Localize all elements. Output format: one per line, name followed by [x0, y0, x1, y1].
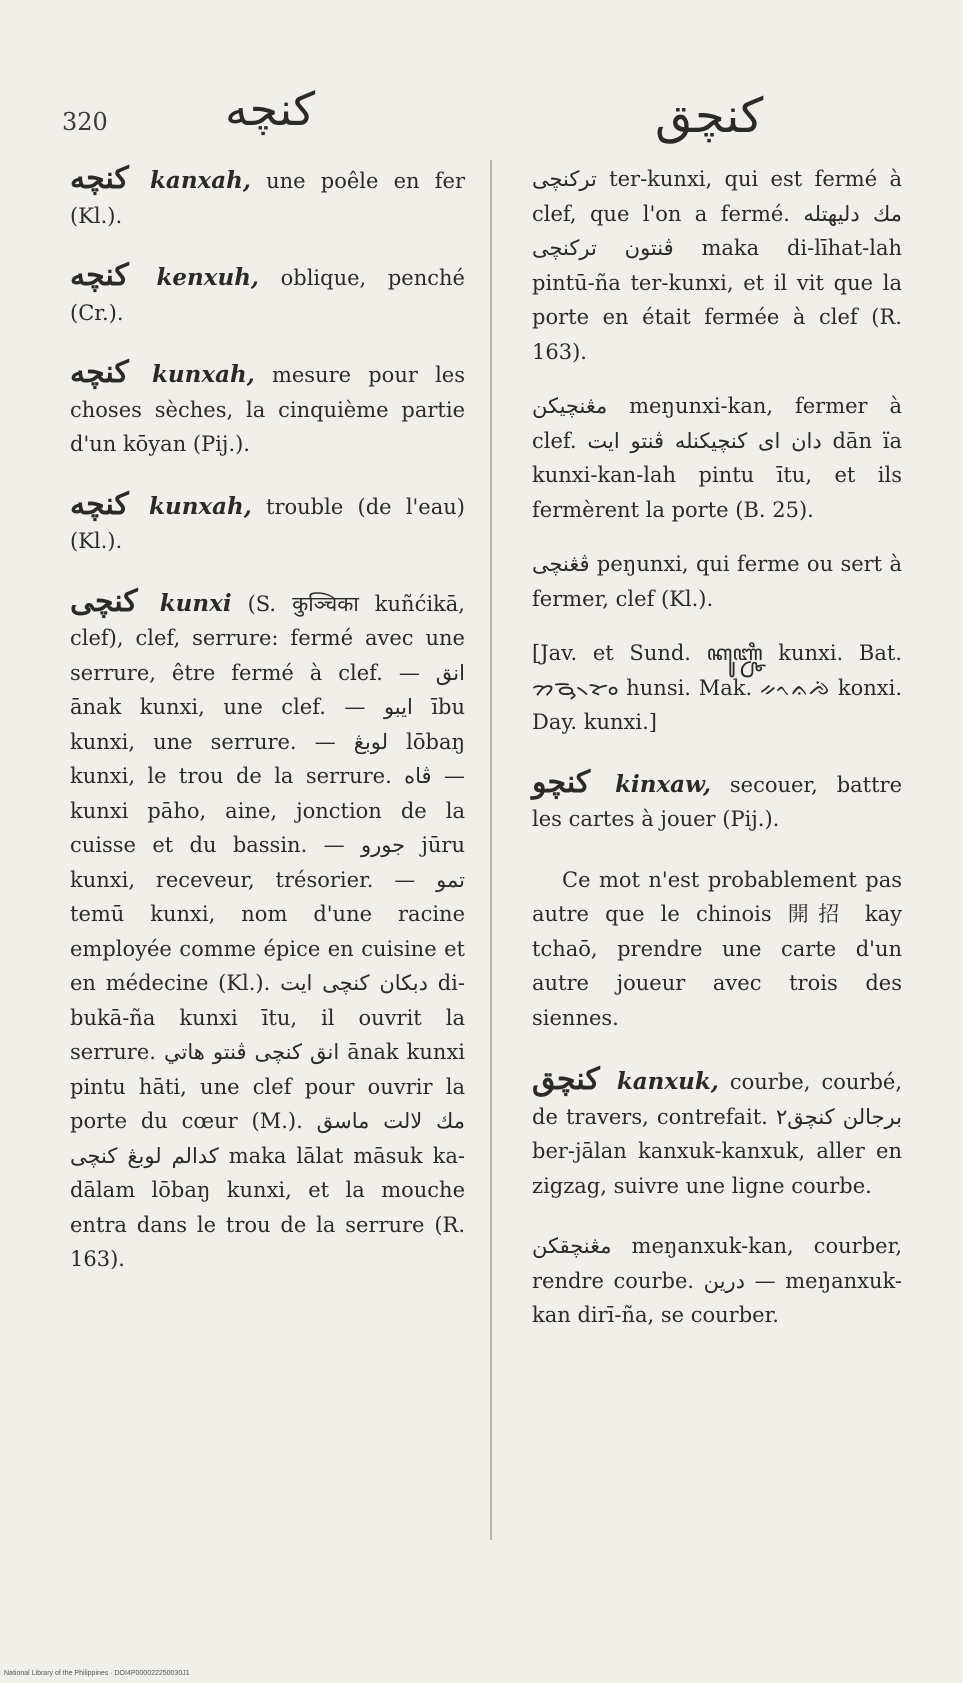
entry-headword: kanxah, — [150, 167, 251, 194]
kunxi-continuation: ترکنچی ter-kunxi, qui est fermé à clef, que l'on a fermé. مك دليهتله ڤنتون ترکنچی maka di-līhat-lah pintū-ña ter-kunxi, et il vit que la porte en était fermée à clef (R. 163). — [532, 167, 903, 364]
entry-kanxuk — [532, 1063, 902, 1203]
column-divider — [490, 160, 492, 1540]
entry-arabic: کنچی — [70, 583, 138, 619]
entry-headword: kenxuh, — [156, 264, 259, 291]
sub-entry-peŋunxi: ڤڠنچی peŋunxi, qui ferme ou sert à fermer, clef (Kl.). — [532, 552, 902, 611]
entry-arabic: کنچه — [70, 258, 129, 293]
page-number: 320 — [62, 108, 108, 136]
sub-entry-meŋanxuk-kan: مڠنچقکن meŋanxuk-kan, courber, rendre courbe. درين — meŋanxuk-kan dirī-ña, se courber. — [532, 1234, 902, 1327]
entry-kanxah — [70, 162, 465, 233]
entry-headword: kunxi — [159, 589, 232, 617]
entry-definition: secouer, battre les cartes à jouer (Pij.). — [532, 772, 902, 831]
entry-arabic: کنچه — [70, 161, 129, 196]
entry-definition: (S. कुञ्चिका kuñćikā, clef), clef, serrure: fermé avec une serrure, être fermé à clef. — انق ānak kunxi, une clef. — ايبو ību kunxi, une serrure. — لوبڠ lōbaŋ kunxi, le trou de la serrure. ڤاه — kunxi pāho, aine, jonction de la cuisse et du bassin. — جورو jūru kunxi, receveur, trésorier. — تمو temū kunxi, nom d'une racine employée comme épice en cuisine et en médecine (Kl.). دبکان کنچی ايت di-bukā-ña kunxi ītu, il ouvrit la serrure. انق کنچی ڤنتو هاتي ānak kunxi pintu hāti, une clef pour ouvrir la porte du cœur (M.). مك لالت ماسق کدالم لوبڠ کنچی maka lālat māsuk ka-dālam lōbaŋ kunxi, et la mouche entra dans le trou de la serrure (R. 163). — [70, 591, 466, 1271]
entry-definition: oblique, penché (Cr.). — [70, 266, 465, 325]
entry-definition: trouble (de l'eau) (Kl.). — [70, 494, 465, 553]
entry-arabic: کنچو — [532, 764, 591, 800]
entry-headword: kinxaw, — [615, 770, 712, 798]
entry-arabic: کنچق — [532, 1062, 600, 1097]
left-column — [70, 162, 465, 1303]
entry-kunxah-measure — [70, 356, 465, 462]
entry-definition: courbe, courbé, de travers, contrefait. برجالن کنچق٢ ber-jālan kanxuk-kanxuk, aller en zigzag, suivre une ligne courbe. — [532, 1070, 902, 1198]
entry-definition: une poêle en fer (Kl.). — [70, 169, 465, 228]
cognates-note: [Jav. et Sund. ꦏꦸꦚ꧀ꦕꦶ kunxi. Bat. ᯂᯮᯉ᯲ᯘᯪ hunsi. Mak. ᨀᨚᨊᨌᨗ konxi. Day. kunxi.] — [532, 641, 902, 734]
entry-arabic: کنچه — [70, 486, 129, 522]
scan-footer: National Library of the Philippines · DOI4P000022250030J1 — [4, 1670, 190, 1677]
entry-kunxi — [70, 585, 465, 1277]
entry-arabic: کنچه — [70, 355, 129, 390]
running-head-right: کنچق — [655, 88, 764, 144]
entry-headword: kunxah, — [152, 361, 255, 388]
sub-entry-meŋunxi-kan: مڠنچيکن meŋunxi-kan, fermer à clef. دان اى کنچيکنله ڤنتو ايت dān ïa kunxi-kan-lah pintu ītu, et ils fermèrent la porte (B. 25). — [532, 394, 902, 522]
entry-kinxaw — [532, 766, 902, 837]
entry-definition: mesure pour les choses sèches, la cinquième partie d'un kōyan (Pij.). — [70, 363, 465, 456]
entry-kenxuh — [70, 259, 465, 330]
etymology-note: Ce mot n'est probablement pas autre que le chinois 開招 kay tchaō, prendre une carte d'un autre joueur avec trois des siennes. — [532, 867, 902, 1030]
entry-headword: kanxuk, — [616, 1068, 719, 1095]
running-head-left: کنچه — [225, 82, 316, 136]
entry-kunxah-trouble — [70, 488, 465, 559]
entry-headword: kunxah, — [149, 492, 252, 520]
right-column — [532, 162, 902, 1353]
